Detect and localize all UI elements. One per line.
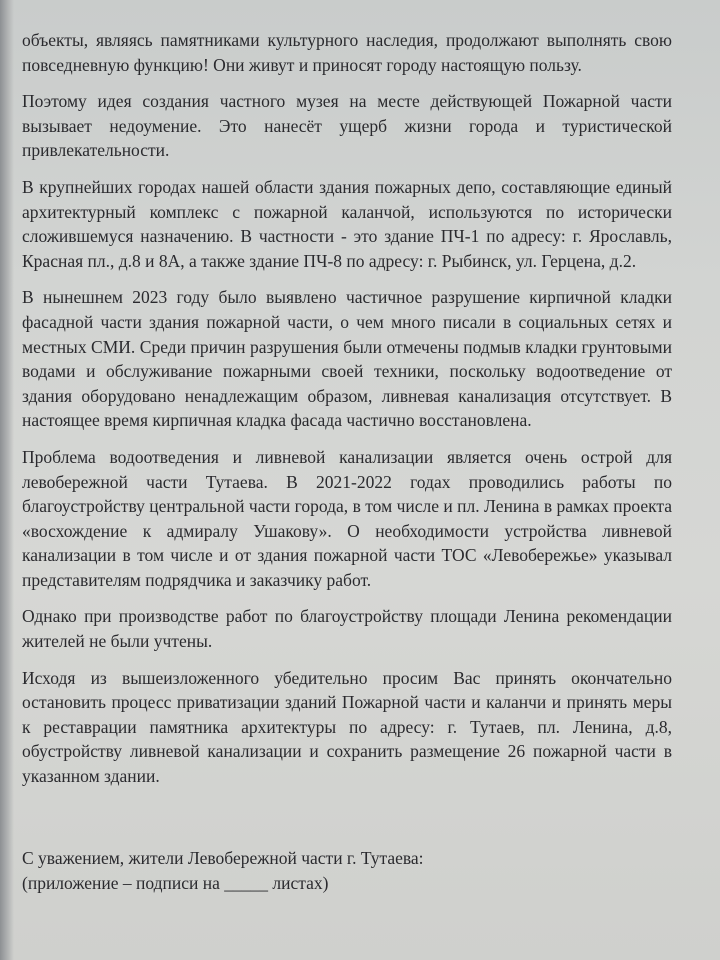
paragraph-5: Проблема водоотведения и ливневой канализации является очень острой для левобережной части Тутаева. В 2021-2022 годах проводились работы по благоустройству центральной части города, в том числе и пл. Ленина в рамках проекта «восхождение к адмиралу Ушакову». О необходимости устройства ливневой канализации в том числе и от здания пожарной части ТОС «Левобережье» указывал представителям подрядчика и заказчику работ. [22,446,672,590]
attachment-line: (приложение – подписи на _____ листах) [22,872,329,893]
paragraph-6: Однако при производстве работ по благоустройству площади Ленина рекомендации жителей не были учтены. [22,606,672,652]
paragraph-4: В нынешнем 2023 году было выявлено частичное разрушение кирпичной кладки фасадной части здания пожарной части, о чем много писали в социальных сетях и местных СМИ. Среди причин разрушения были отмечены подмыв кладки грунтовыми водами и обслуживание пожарными своей техники, поскольку водоотведение от здания оборудовано ненадлежащим образом, ливневая канализация отсутствует. В настоящее время кирпичная кладка фасада частично восстановлена. [22,287,672,431]
letter-closing [22,846,672,895]
paragraph-1: объекты, являясь памятниками культурного наследия, продолжают выполнять свою повседневную функцию! Они живут и приносят городу настоящую пользу. [22,30,672,75]
paragraph-3: В крупнейших городах нашей области здания пожарных депо, составляющие единый архитектурный комплекс с пожарной каланчой, используются по исторически сложившемуся назначению. В частности - это здание ПЧ-1 по адресу: г. Ярославль, Красная пл., д.8 и 8А, а также здание ПЧ-8 по адресу: г. Рыбинск, ул. Герцена, д.2. [22,176,672,271]
paragraph-2: Поэтому идея создания частного музея на месте действующей Пожарной части вызывает недоумение. Это нанесёт ущерб жизни города и туристической привлекательности. [22,91,672,161]
letter-body [22,28,672,801]
closing-line: С уважением, жители Левобережной части г. Тутаева: [22,848,424,868]
paragraph-7: Исходя из вышеизложенного убедительно просим Вас принять окончательно остановить процесс приватизации зданий Пожарной части и каланчи и принять меры к реставрации памятника архитектуры по адресу: г. Тутаев, пл. Ленина, д.8, обустройству ливневой канализации и сохранить размещение 26 пожарной части в указанном здании. [22,667,672,787]
page-edge-shadow [0,0,14,960]
